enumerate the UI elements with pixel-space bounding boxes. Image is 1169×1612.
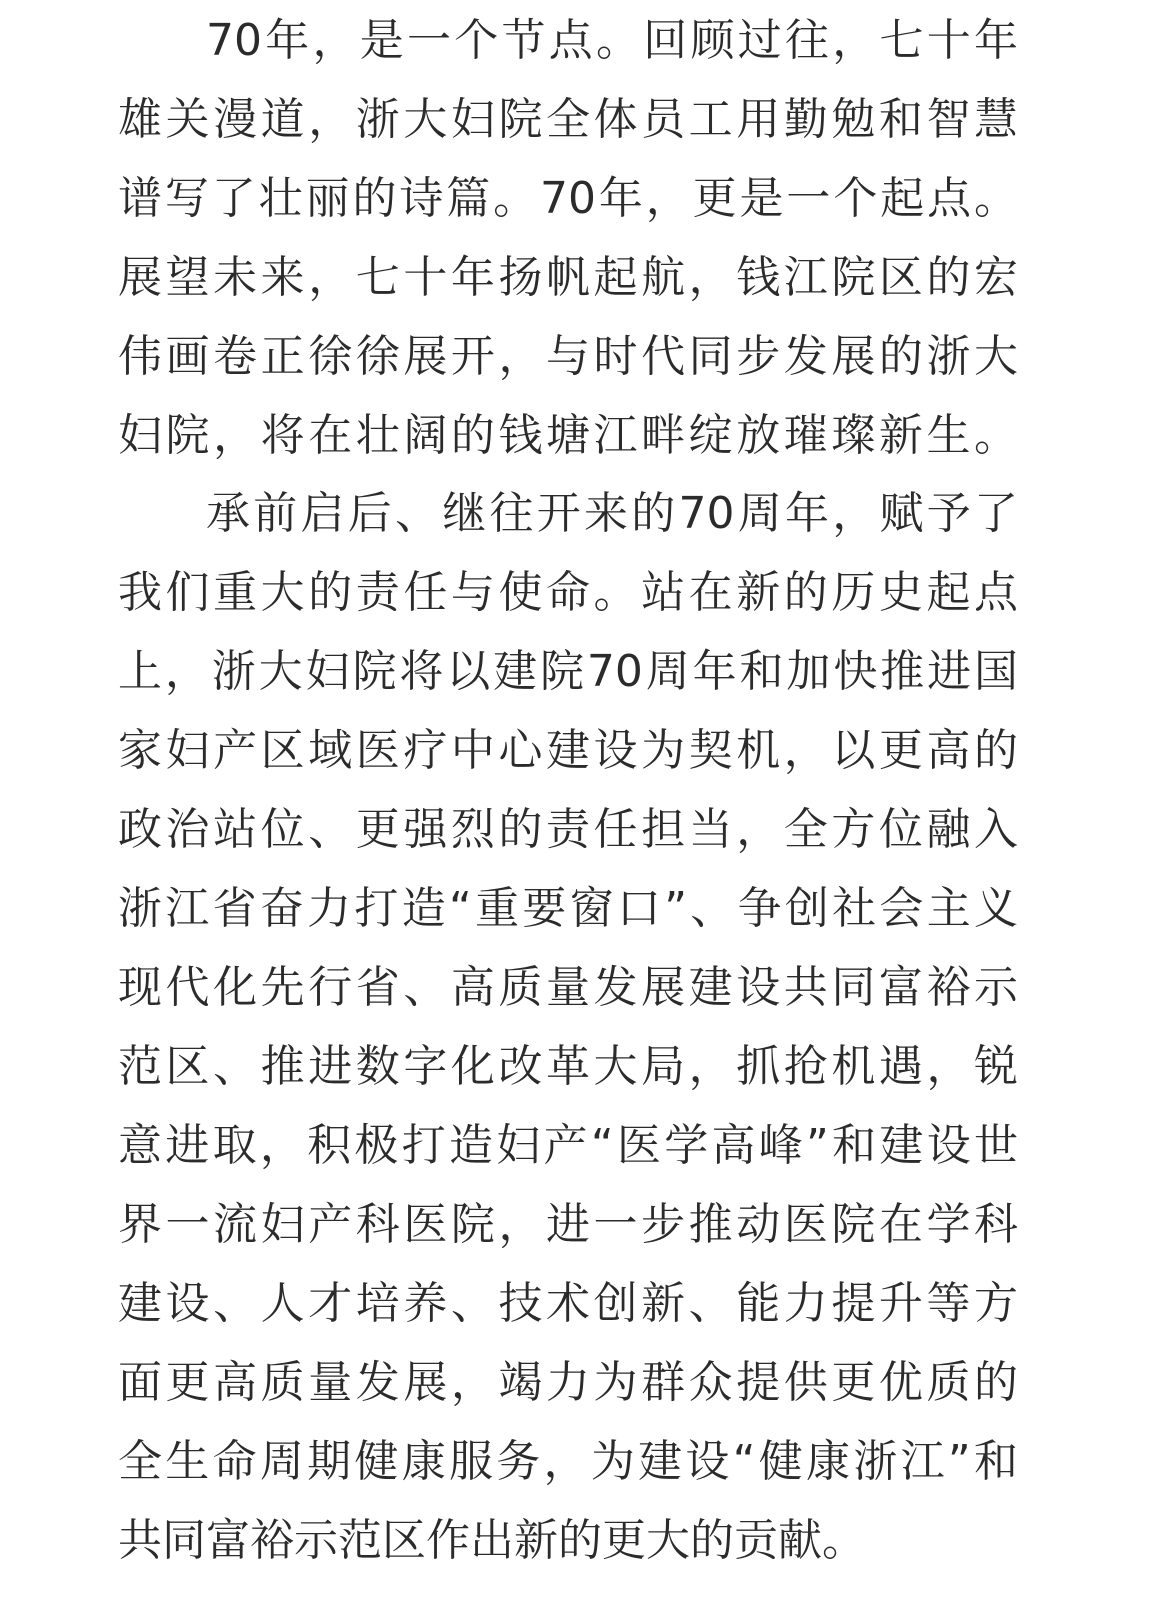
text-line: 共同富裕示范区作出新的更大的贡献。 [118,1515,866,1566]
text-line: 我们重大的责任与使命。站在新的历史起点 [118,567,1018,618]
text-line: 70年，是一个节点。回顾过往，七十年 [206,15,1018,66]
text-line: 雄关漫道，浙大妇院全体员工用勤勉和智慧 [118,94,1018,145]
text-line: 面更高质量发展，竭力为群众提供更优质的 [118,1357,1018,1408]
text-line: 承前启后、继往开来的70周年，赋予了 [206,488,1018,539]
text-line: 家妇产区域医疗中心建设为契机，以更高的 [118,725,1018,776]
paragraph-2 [118,474,1018,1580]
text-line: 上，浙大妇院将以建院70周年和加快推进国 [118,646,1018,697]
text-line: 谱写了壮丽的诗篇。70年，更是一个起点。 [118,173,1018,224]
paragraph-1 [118,1,1018,475]
text-line: 妇院，将在壮阔的钱塘江畔绽放璀璨新生。 [118,410,1018,461]
text-line: 范区、推进数字化改革大局，抓抢机遇，锐 [118,1041,1018,1092]
text-line: 建设、人才培养、技术创新、能力提升等方 [118,1278,1018,1329]
text-line: 意进取，积极打造妇产“医学高峰”和建设世 [118,1120,1018,1171]
text-line: 政治站位、更强烈的责任担当，全方位融入 [118,804,1018,855]
text-line: 展望未来，七十年扬帆起航，钱江院区的宏 [118,252,1018,303]
text-line: 全生命周期健康服务，为建设“健康浙江”和 [118,1436,1018,1487]
text-line: 现代化先行省、高质量发展建设共同富裕示 [118,962,1018,1013]
text-line: 伟画卷正徐徐展开，与时代同步发展的浙大 [118,331,1018,382]
text-line: 浙江省奋力打造“重要窗口”、争创社会主义 [118,883,1018,934]
text-line: 界一流妇产科医院，进一步推动医院在学科 [118,1199,1018,1250]
